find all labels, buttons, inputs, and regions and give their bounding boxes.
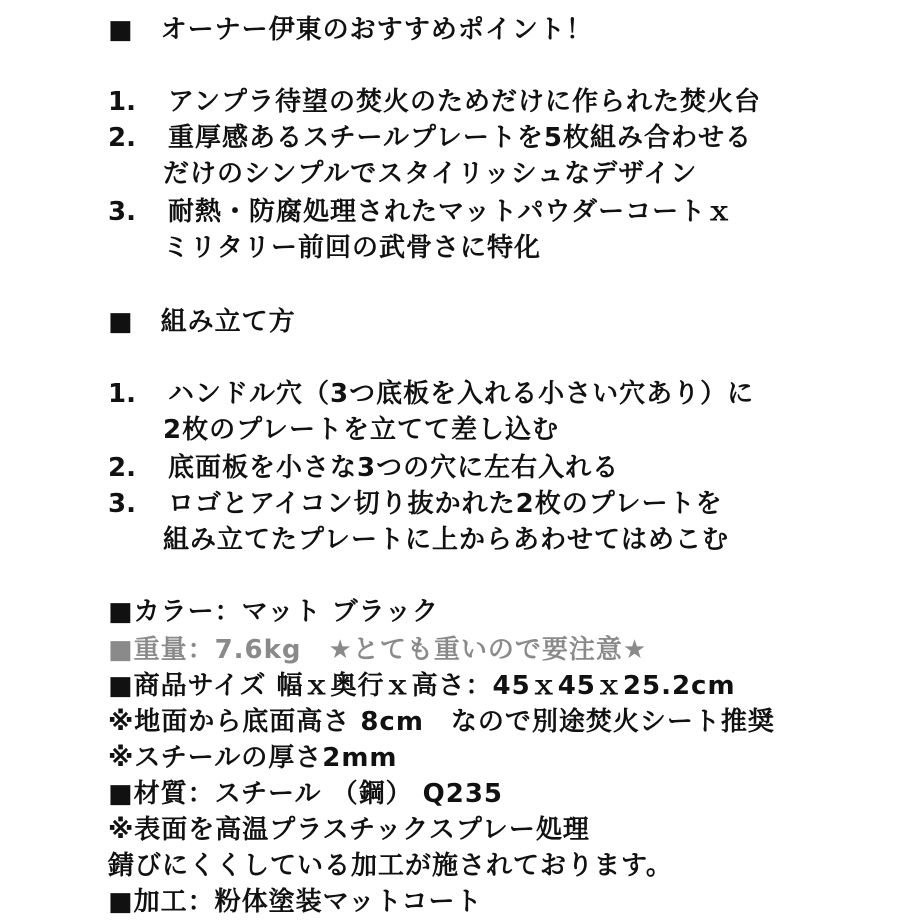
assembly-step-3-line1: ロゴとアイコン切り抜かれた2枚のプレートを (168, 489, 723, 519)
spec-size-note: ※地面から底面高さ 8cm なので別途焚火シート推奨 (108, 707, 775, 737)
recommend-item-1: アンプラ待望の焚火のためだけに作られた焚火台 (168, 87, 761, 117)
assembly-step-2: 底面板を小さな3つの穴に左右入れる (168, 453, 620, 483)
item-number: 3. (108, 489, 136, 519)
spec-material-note2: 錆びにくくしている加工が施されております。 (108, 851, 673, 881)
recommend-item-2-line2: だけのシンプルでスタイリッシュなデザイン (163, 159, 698, 189)
spec-weight: ■重量：7.6kg ★とても重いので要注意★ (108, 635, 648, 665)
section-heading-recommend: ■ オーナー伊東のおすすめポイント！ (108, 15, 593, 45)
item-number: 2. (108, 123, 136, 153)
item-number: 1. (108, 87, 136, 117)
spec-finish: ■加工：粉体塗装マットコート (108, 887, 483, 917)
spec-size: ■商品サイズ 幅ｘ奥行ｘ高さ：45ｘ45ｘ25.2cm (108, 671, 736, 701)
recommend-item-3-line2: ミリタリー前回の武骨さに特化 (163, 233, 542, 263)
assembly-step-1-line2: 2枚のプレートを立てて差し込む (163, 415, 560, 445)
item-number: 3. (108, 197, 136, 227)
assembly-step-1-line1: ハンドル穴（3つ底板を入れる小さい穴あり）に (168, 379, 755, 409)
spec-color: ■カラー：マット ブラック (108, 597, 440, 627)
section-heading-assembly: ■ 組み立て方 (108, 307, 296, 337)
assembly-step-3-line2: 組み立てたプレートに上からあわせてはめこむ (163, 525, 729, 555)
item-number: 1. (108, 379, 136, 409)
spec-material-note1: ※表面を高温プラスチックスプレー処理 (108, 815, 590, 845)
spec-thickness: ※スチールの厚さ2mm (108, 743, 398, 773)
recommend-item-2-line1: 重厚感あるスチールプレートを5枚組み合わせる (168, 123, 753, 153)
spec-material: ■材質：スチール （鋼） Q235 (108, 779, 504, 809)
recommend-item-3-line1: 耐熱・防腐処理されたマットパウダーコートｘ (168, 197, 734, 227)
item-number: 2. (108, 453, 136, 483)
